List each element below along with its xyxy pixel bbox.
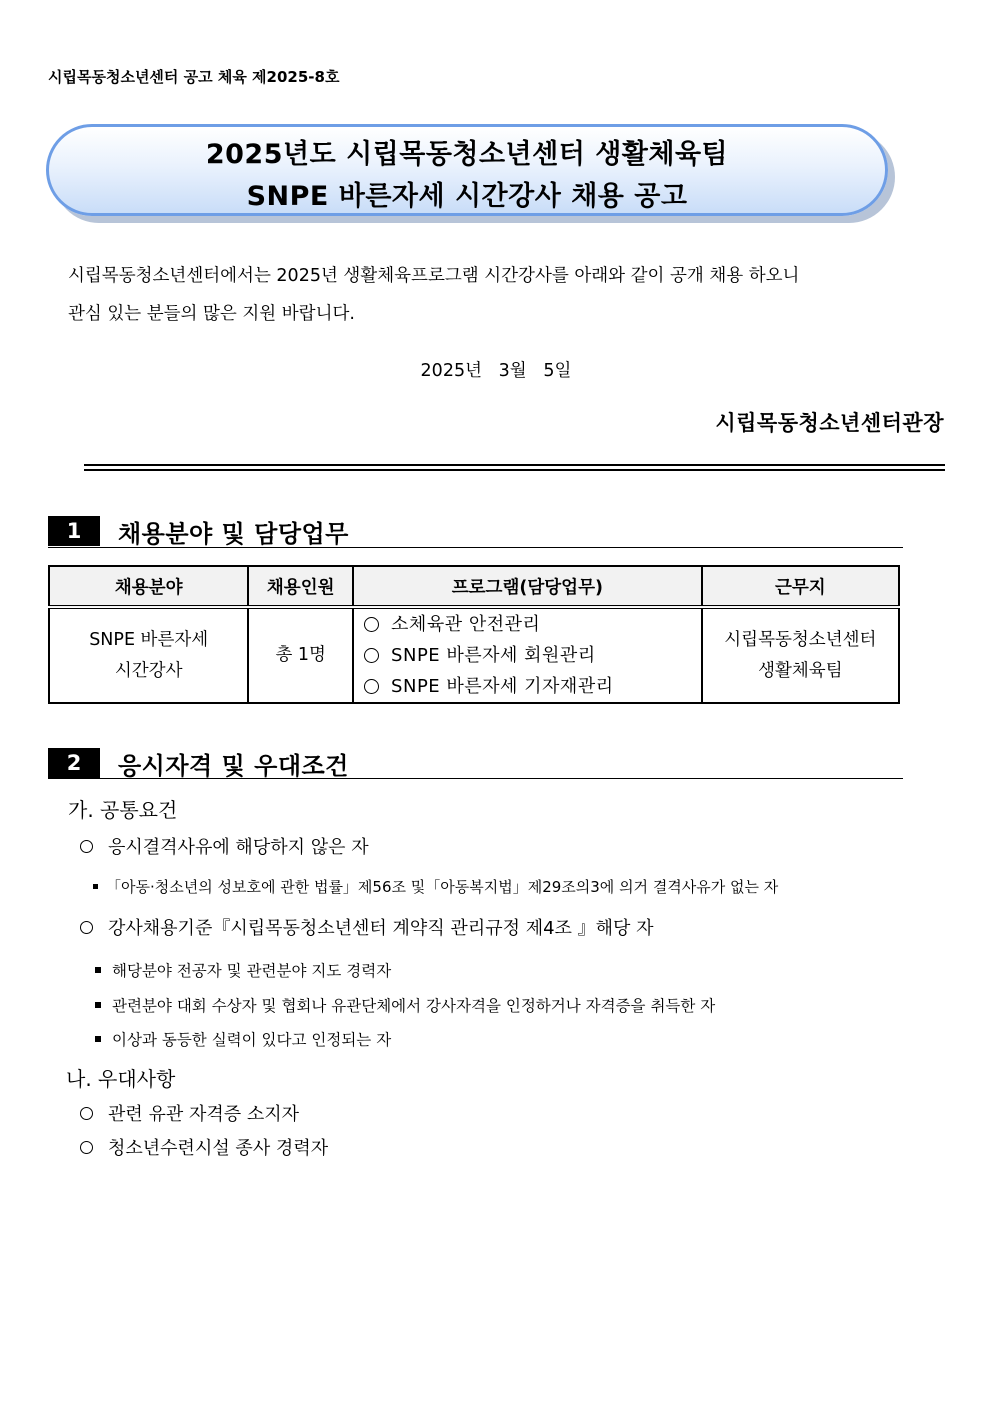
field-line2: 시간강사 [114, 660, 183, 681]
common-item2-sub-text: 해당분야 전공자 및 관련분야 지도 경력자 [112, 962, 392, 980]
notice-number: 시립목동청소년센터 공고 체육 제2025-8호 [48, 68, 340, 86]
signer-name: 시립목동청소년센터관장 [715, 411, 944, 435]
table-row [49, 607, 899, 703]
circle-bullet-icon [80, 1107, 93, 1120]
header-program: 프로그램(담당업무) [353, 566, 702, 607]
intro-line2: 관심 있는 분들의 많은 지원 바랍니다. [68, 304, 355, 324]
square-bullet-icon [95, 1036, 101, 1042]
circle-bullet-icon [364, 648, 379, 663]
common-item1-sub-text: 「아동·청소년의 성보호에 관한 법률」제56조 및「아동복지법」제29조의3에 의거 결격사유가 없는 자 [106, 878, 779, 896]
preference-item-text: 관련 유관 자격증 소지자 [108, 1104, 300, 1125]
notice-date: 2025년 3월 5일 [420, 361, 572, 381]
location-line1: 시립목동청소년센터 [724, 629, 877, 650]
cell-field [49, 607, 248, 703]
circle-bullet-icon [80, 1141, 93, 1154]
section1-rule [48, 547, 903, 548]
banner-title-line2: SNPE 바른자세 시간강사 채용 공고 [246, 181, 688, 212]
header-field: 채용분야 [49, 566, 248, 607]
preference-item [80, 1134, 328, 1160]
common-item2 [80, 914, 654, 940]
common-item1 [80, 833, 369, 859]
circle-bullet-icon [364, 679, 379, 694]
common-item1-sub [93, 876, 778, 897]
divider-bottom [84, 469, 945, 471]
banner-title-line1: 2025년도 시립목동청소년센터 생활체육팀 [205, 139, 729, 170]
square-bullet-icon [95, 1002, 101, 1008]
circle-bullet-icon [80, 840, 93, 853]
common-item1-text: 응시결격사유에 해당하지 않은 자 [108, 837, 369, 858]
program-item-text: SNPE 바른자세 기자재관리 [391, 676, 614, 697]
program-item [364, 671, 701, 702]
intro-paragraph [68, 257, 918, 333]
section2-number-badge: 2 [48, 748, 100, 778]
common-item2-sub [95, 994, 715, 1016]
circle-bullet-icon [80, 921, 93, 934]
common-requirements-heading: 가. 공통요건 [68, 798, 178, 822]
preference-item [80, 1100, 299, 1126]
section1-title: 채용분야 및 담당업무 [118, 520, 349, 548]
common-item2-text: 강사채용기준『시립목동청소년센터 계약직 관리규정 제4조 』해당 자 [108, 918, 654, 939]
section1-number-badge: 1 [48, 516, 100, 546]
cell-count: 총 1명 [248, 607, 353, 703]
preference-heading: 나. 우대사항 [66, 1067, 176, 1091]
common-item2-sub [95, 959, 391, 981]
program-item [364, 640, 701, 671]
table-header-row [49, 566, 899, 607]
common-item2-sub-text: 관련분야 대회 수상자 및 협회나 유관단체에서 강사자격을 인정하거나 자격증을 취득한 자 [112, 997, 716, 1015]
common-item2-sub-text: 이상과 동등한 실력이 있다고 인정되는 자 [112, 1031, 392, 1049]
divider-top [84, 464, 945, 466]
program-item-text: 소체육관 안전관리 [391, 614, 541, 635]
header-location: 근무지 [702, 566, 899, 607]
square-bullet-icon [95, 967, 101, 973]
program-item [364, 609, 701, 640]
location-line2: 생활체육팀 [758, 660, 843, 681]
header-count: 채용인원 [248, 566, 353, 607]
cell-location [702, 607, 899, 703]
section2-rule [48, 778, 903, 779]
section2-title: 응시자격 및 우대조건 [118, 752, 349, 780]
common-item2-sub [95, 1028, 391, 1050]
circle-bullet-icon [364, 617, 379, 632]
square-bullet-icon [93, 884, 98, 889]
intro-line1: 시립목동청소년센터에서는 2025년 생활체육프로그램 시간강사를 아래와 같이 공개 채용 하오니 [68, 266, 800, 286]
cell-programs [353, 607, 702, 703]
preference-item-text: 청소년수련시설 종사 경력자 [108, 1138, 329, 1159]
recruitment-table [48, 565, 900, 704]
field-line1: SNPE 바른자세 [89, 629, 209, 650]
program-item-text: SNPE 바른자세 회원관리 [391, 645, 596, 666]
